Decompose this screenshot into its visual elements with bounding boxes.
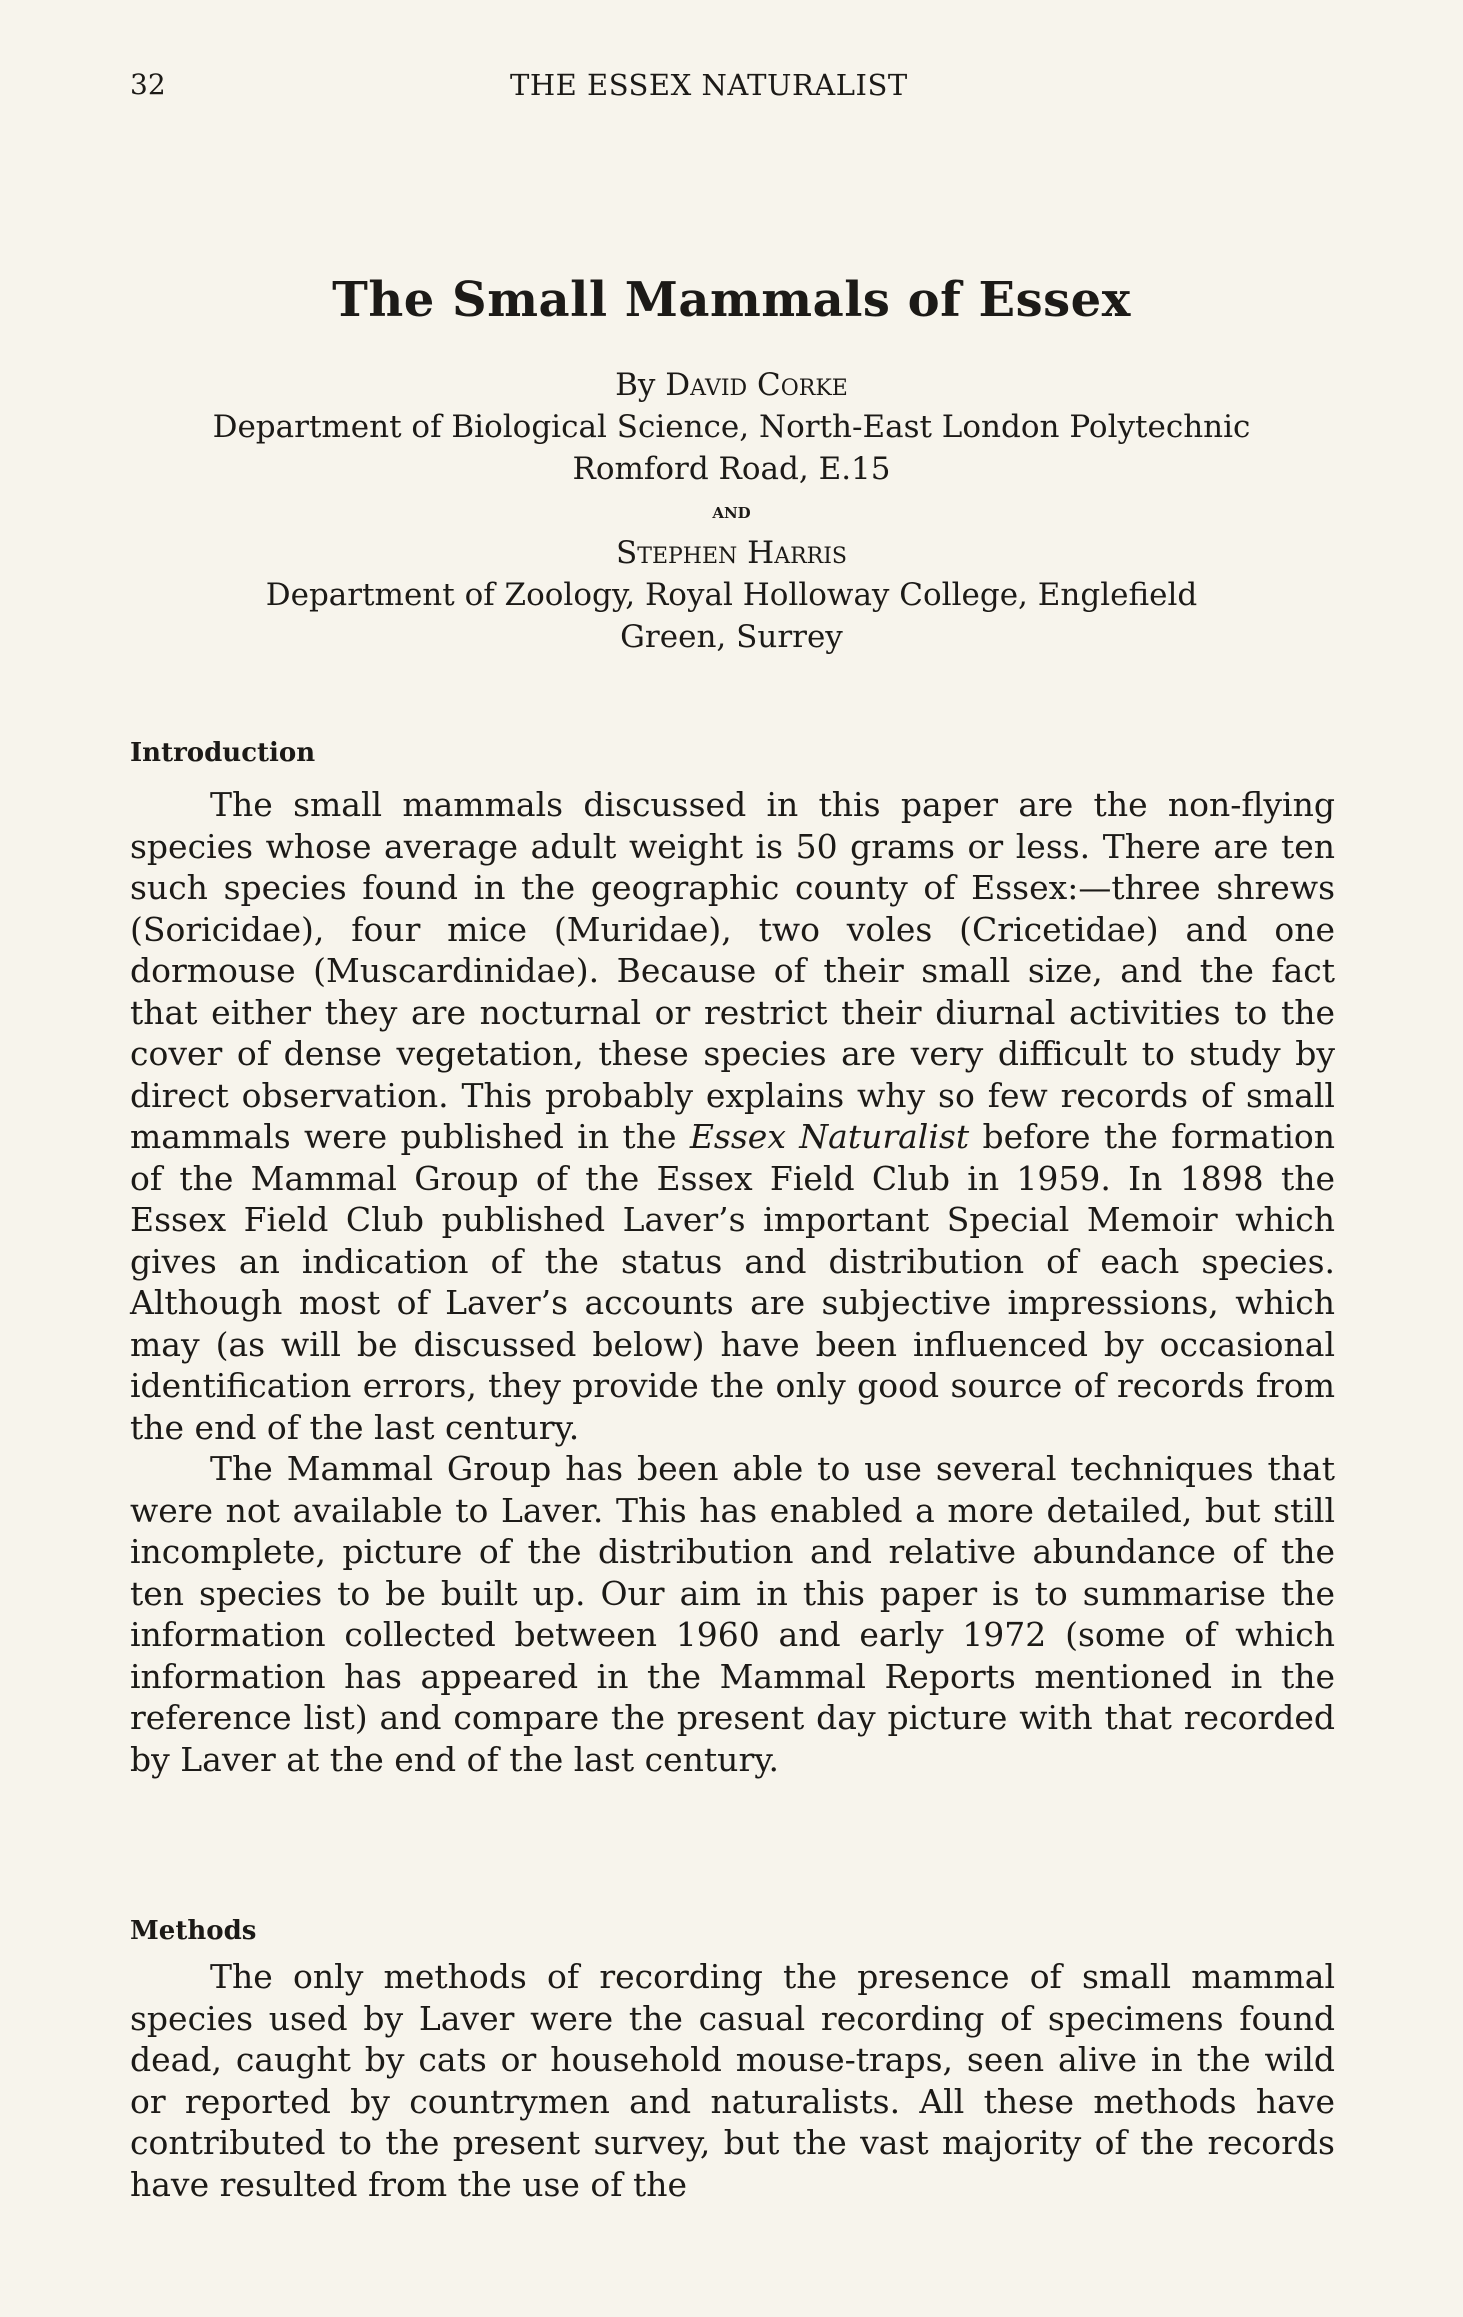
author2-affiliation: Department of Zoology, Royal Holloway College, Englefield [265,577,1198,613]
methods-paragraph-1: The only methods of recording the presence of small mammal species used by Laver were the casual recording of specimens found dead, caught by cats or household mouse-traps, seen alive in the wild or reported by countrymen and naturalists. All these methods have contributed to the present survey, but the vast majority of the records have resulted from the use of the [130,1957,1335,2204]
byline-prefix: By [615,367,656,403]
author1-line [0,364,1463,406]
author1-name: David Corke [665,367,848,403]
introduction-heading: Introduction [130,738,316,768]
byline [0,364,1463,658]
author2-address: Green, Surrey [620,619,843,655]
introduction-p1-text-a: The small mammals discussed in this paper are the non-flying species whose average adult weight is 50 grams or less. There are ten such species found in the geographic county of Essex:—three shrews (Soricidae), four mice (Muridae), two voles (Cricetidae) and one dormouse (Muscardinidae). Because of their small size, and the fact that either they are nocturnal or restrict their diurnal activities to the cover of dense vegetation, these species are very difficult to study by direct observation. This probably explains why so few records of small mammals were published in the [130,785,1335,1156]
author2-name: Stephen Harris [616,535,847,571]
author1-affiliation: Department of Biological Science, North-East London Polytechnic [212,409,1251,445]
methods-body [130,1956,1335,2205]
author-conjunction: and [712,498,751,524]
introduction-paragraph-2: The Mammal Group has been able to use several techniques that were not available to Laver. This has enabled a more detailed, but still incomplete, picture of the distribution and relative abundance of the ten species to be built up. Our aim in this paper is to summarise the information collected between 1960 and early 1972 (some of which information has appeared in the Mammal Reports mentioned in the reference list) and compare the present day picture with that recorded by Laver at the end of the last century. [130,1449,1335,1779]
journal-title: THE ESSEX NATURALIST [510,68,908,102]
running-head [130,68,1350,108]
introduction-paragraph-1 [130,784,1335,1448]
page-number: 32 [130,68,166,101]
introduction-body [130,784,1335,1780]
article-title: The Small Mammals of Essex [332,272,1131,328]
author1-address: Romford Road, E.15 [572,451,891,487]
methods-heading: Methods [130,1916,257,1946]
introduction-p1-text-b: before the formation of the Mammal Group of the Essex Field Club in 1959. In 1898 the Essex Field Club published Laver’s important Special Memoir which gives an indication of the status and distribution of each species. Although most of Laver’s accounts are subjective impressions, which may (as will be discussed below) have been influenced by occasional identification errors, they provide the only good source of records from the end of the last century. [130,1117,1335,1447]
journal-name-italic: Essex Naturalist [689,1117,970,1156]
